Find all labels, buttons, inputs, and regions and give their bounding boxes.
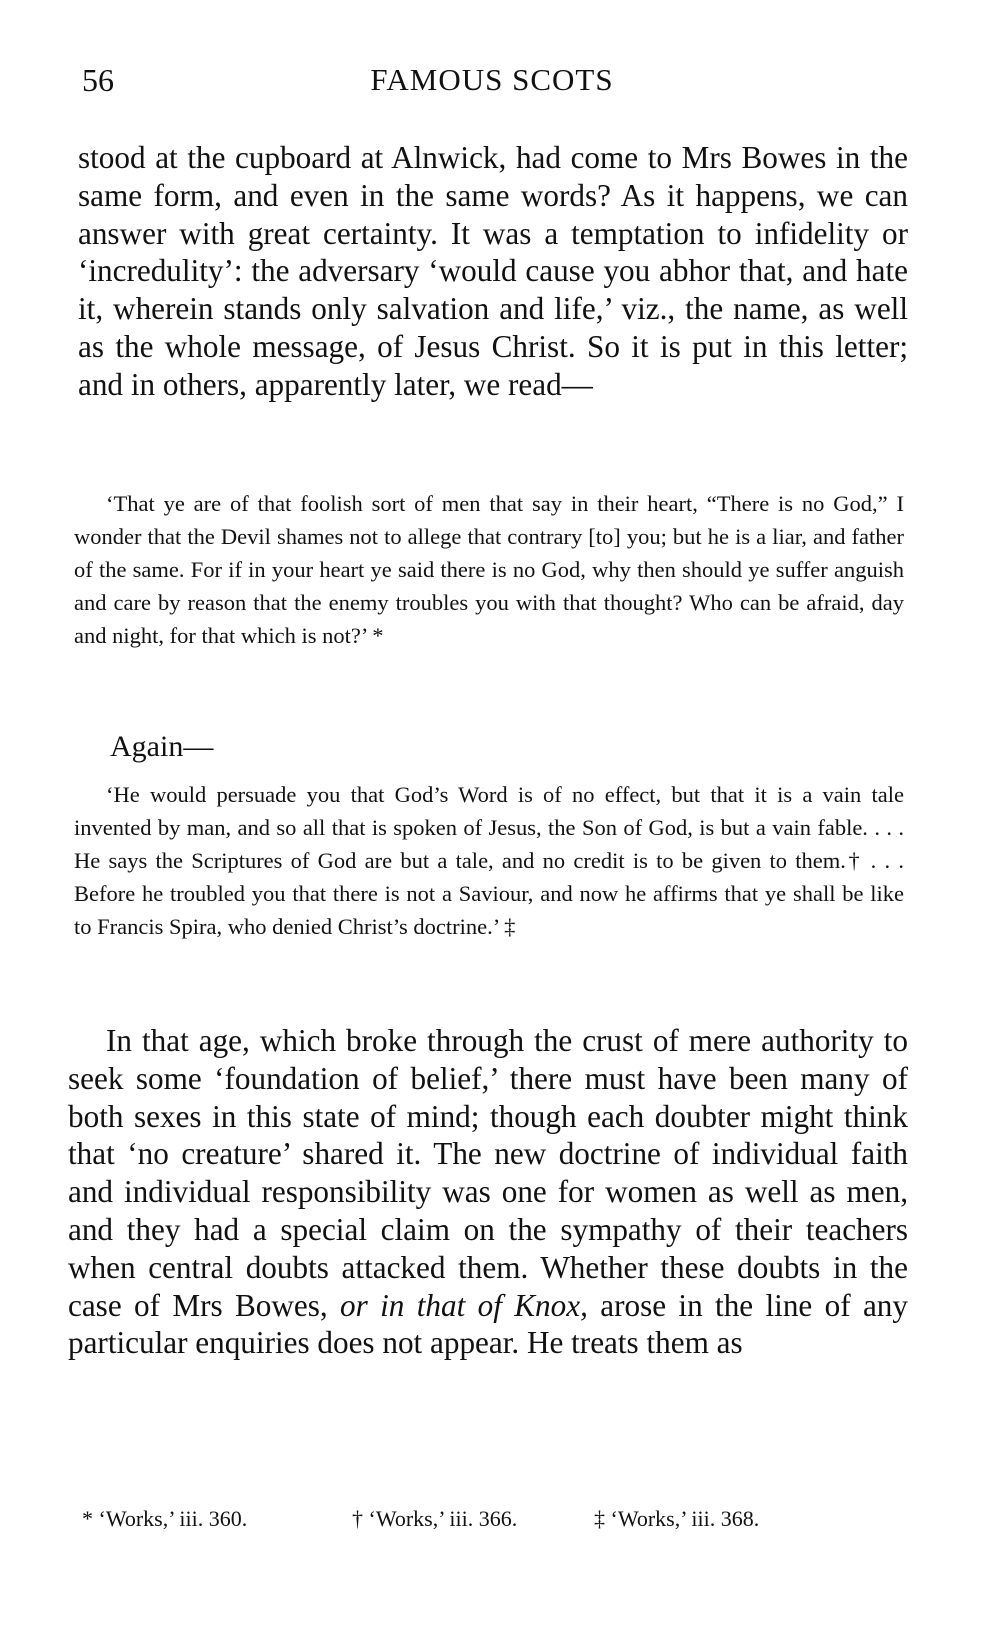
footnote-2: † ‘Works,’ iii. 366. — [352, 1506, 518, 1531]
paragraph-continuation: stood at the cupboard at Alnwick, had come to Mrs Bowes in the same form, and even in the same words? As it happens, we can answer with great certainty. It was a temptation to infidelity or ‘incredulity’: the adversary ‘would cause you abhor that, and hate it, wherein stands only salvation and life,’ viz., the name, as well as the whole message, of Jesus Christ. So it is put in this letter; and in others, apparently later, we read— — [78, 140, 908, 402]
footnotes — [82, 1506, 882, 1542]
running-head — [82, 62, 902, 102]
paragraph-second-text-b: arose in the line of any particular enquiries does not appear. He treats them as — [68, 1287, 908, 1361]
paragraph-second-text-a: In that age, which broke through the crust of mere authority to seek some ‘foundation of belief,’ there must have been many of both sexes in this state of mind; though each doubter might think that ‘no creature’ shared it. The new doctrine of individual faith and individual responsibility was one for women as well as men, and they had a special claim on the sympathy of their teachers when central doubts attacked them. Whether these doubts in the case of Mrs Bowes, — [68, 1023, 908, 1323]
footnote-3: ‡ ‘Works,’ iii. 368. — [594, 1506, 760, 1531]
block-quote-1-text: ‘That ye are of that foolish sort of men that say in their heart, “There is no God,” I wonder that the Devil shames not to allege that contrary [to] you; but he is a liar, and father of the same. For if in your heart ye said there is no God, why then should ye suffer anguish and care by reason that the enemy troubles you with that thought? Who can be afraid, day and night, for that which is not?’ * — [74, 491, 904, 648]
page-number: 56 — [82, 62, 114, 98]
paragraph-second-italic: or in that of Knox, — [340, 1287, 588, 1323]
block-quote-2-text: ‘He would persuade you that God’s Word is of no effect, but that it is a vain tale invented by man, and so all that is spoken of Jesus, the Son of God, is but a vain fable. . . . He says the Scriptures of God are but a tale, and no credit is to be given to them.† . . . Before he troubled you that there is not a Saviour, and now he affirms that ye shall be like to Francis Spira, who denied Christ’s doctrine.’ ‡ — [74, 782, 904, 939]
running-title: FAMOUS SCOTS — [370, 62, 614, 97]
footnote-1: * ‘Works,’ iii. 360. — [82, 1506, 248, 1531]
again-heading: Again— — [110, 730, 214, 763]
paragraph-second — [68, 1022, 908, 1362]
block-quote-1 — [74, 487, 904, 652]
block-quote-2 — [74, 778, 904, 943]
